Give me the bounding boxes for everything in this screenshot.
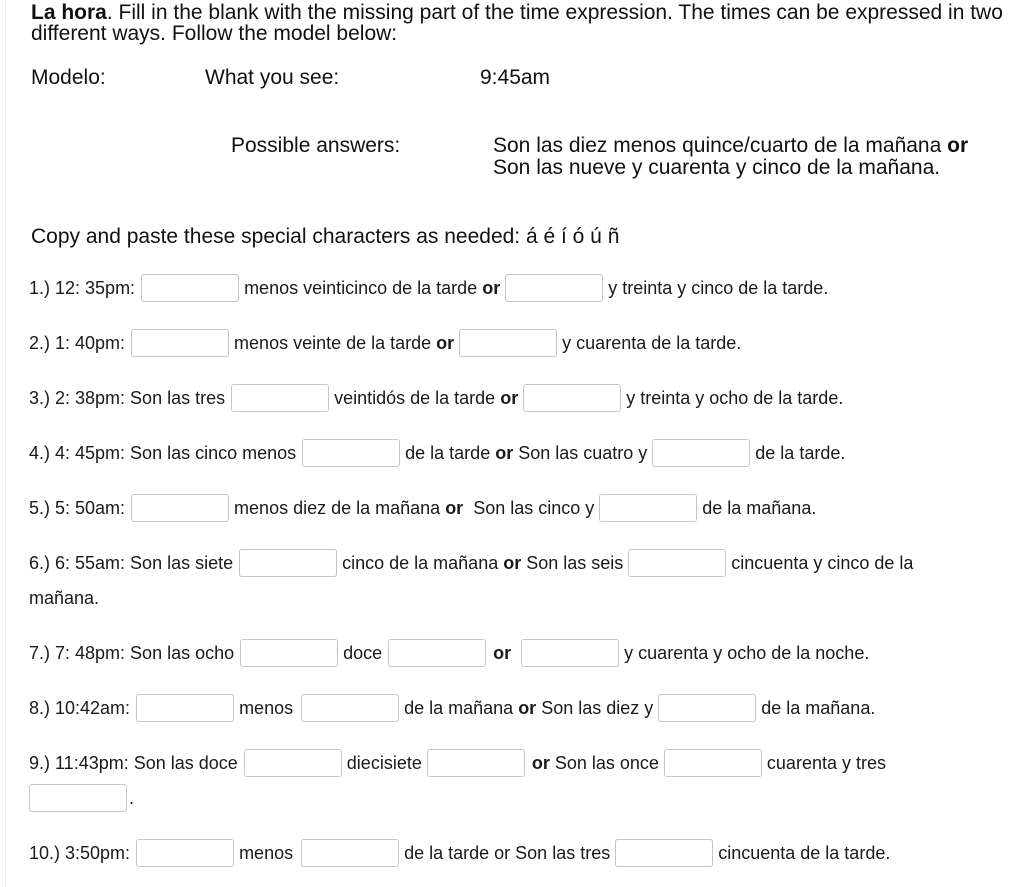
question-1-text-end: y treinta y cinco de la tarde. [608, 277, 829, 298]
question-4 [29, 438, 845, 468]
question-10-text-end: cincuenta de la tarde. [718, 842, 891, 863]
question-2-blank-2[interactable] [459, 329, 557, 357]
question-7-or: or [493, 642, 512, 663]
model-label: Modelo: [31, 66, 106, 89]
question-5-text: menos diez de la mañana [234, 497, 441, 518]
question-5-text-2: Son las cinco y [473, 497, 595, 518]
question-4-prompt: 4.) 4: 45pm: Son las cinco menos [29, 442, 297, 463]
question-4-text: de la tarde [405, 442, 491, 463]
question-9-blank-1[interactable] [244, 749, 342, 777]
question-1-text: menos veinticinco de la tarde [244, 277, 478, 298]
question-1-blank-1[interactable] [141, 274, 239, 302]
question-7-text-end: y cuarenta y ocho de la noche. [624, 642, 870, 663]
question-5-prompt: 5.) 5: 50am: [29, 497, 126, 518]
question-7-blank-2[interactable] [388, 639, 486, 667]
question-3-prompt: 3.) 2: 38pm: Son las tres [29, 387, 226, 408]
question-8-blank-2[interactable] [301, 694, 399, 722]
question-5 [29, 493, 816, 523]
question-6-text: cinco de la mañana [342, 552, 499, 573]
question-1-prompt: 1.) 12: 35pm: [29, 277, 136, 298]
question-6-blank-2[interactable] [628, 549, 726, 577]
question-8-text-end: de la mañana. [761, 697, 876, 718]
instructions [31, 2, 1031, 44]
question-9 [29, 748, 886, 778]
model-answer-line1: Son las diez menos quince/cuarto de la mañana [493, 134, 942, 157]
question-3 [29, 383, 843, 413]
question-5-or: or [445, 497, 464, 518]
question-4-blank-2[interactable] [652, 439, 750, 467]
question-2-text: menos veinte de la tarde [234, 332, 432, 353]
special-characters: Copy and paste these special characters as needed: á é í ó ú ñ [31, 225, 620, 248]
question-7-prompt: 7.) 7: 48pm: Son las ocho [29, 642, 235, 663]
model-answers [493, 135, 1023, 179]
question-6-text-end: cincuenta y cinco de la [731, 552, 914, 573]
question-8-prompt: 8.) 10:42am: [29, 697, 131, 718]
question-8-blank-3[interactable] [658, 694, 756, 722]
question-5-text-end: de la mañana. [702, 497, 817, 518]
question-3-text-end: y treinta y ocho de la tarde. [626, 387, 844, 408]
question-3-blank-1[interactable] [231, 384, 329, 412]
question-2-or: or [436, 332, 455, 353]
question-6 [29, 548, 913, 578]
question-9-blank-3[interactable] [664, 749, 762, 777]
question-8-text-3: Son las diez y [541, 697, 654, 718]
question-7 [29, 638, 869, 668]
question-7-blank-3[interactable] [521, 639, 619, 667]
question-5-blank-1[interactable] [131, 494, 229, 522]
question-9-text-period: . [129, 787, 135, 808]
model-answer-line2: Son las nueve y cuarenta y cinco de la mañana. [493, 156, 941, 179]
question-9-text-end: cuarenta y tres [766, 752, 886, 773]
question-9-blank-4[interactable] [29, 784, 127, 812]
question-2-text-end: y cuarenta de la tarde. [562, 332, 742, 353]
question-10-blank-1[interactable] [136, 839, 234, 867]
question-6-blank-1[interactable] [239, 549, 337, 577]
instructions-title: La hora [31, 1, 107, 24]
question-9-wrap [29, 783, 134, 813]
question-2-blank-1[interactable] [131, 329, 229, 357]
question-7-text: doce [343, 642, 383, 663]
question-9-blank-2[interactable] [427, 749, 525, 777]
question-8-text-2: de la mañana [404, 697, 514, 718]
question-3-blank-2[interactable] [523, 384, 621, 412]
question-6-prompt: 6.) 6: 55am: Son las siete [29, 552, 234, 573]
question-9-prompt: 9.) 11:43pm: Son las doce [29, 752, 238, 773]
instructions-text: . Fill in the blank with the missing part of the time expression. The times can be expressed in two different ways. Follow the model below: [31, 1, 1003, 45]
question-1-blank-2[interactable] [505, 274, 603, 302]
question-4-text-end: de la tarde. [755, 442, 846, 463]
question-1 [29, 273, 828, 303]
question-2 [29, 328, 741, 358]
question-10-blank-3[interactable] [615, 839, 713, 867]
model-answer-or: or [947, 134, 969, 157]
model-see-label: What you see: [205, 66, 340, 89]
question-9-or: or [531, 752, 550, 773]
question-10 [29, 838, 890, 868]
question-3-or: or [500, 387, 519, 408]
question-8-text: menos [239, 697, 294, 718]
question-1-or: or [482, 277, 501, 298]
question-8 [29, 693, 875, 723]
question-5-blank-2[interactable] [599, 494, 697, 522]
question-8-blank-1[interactable] [136, 694, 234, 722]
question-10-blank-2[interactable] [301, 839, 399, 867]
question-6-text-wrap: mañana. [29, 588, 100, 608]
question-4-blank-1[interactable] [302, 439, 400, 467]
question-10-prompt: 10.) 3:50pm: [29, 842, 131, 863]
page-left-border [5, 0, 6, 887]
question-8-or: or [518, 697, 537, 718]
question-7-blank-1[interactable] [240, 639, 338, 667]
question-6-text-2: Son las seis [526, 552, 624, 573]
model-answers-label: Possible answers: [231, 134, 401, 157]
question-2-prompt: 2.) 1: 40pm: [29, 332, 126, 353]
question-3-text: veintidós de la tarde [334, 387, 496, 408]
question-4-or: or [495, 442, 514, 463]
question-9-text-2: Son las once [554, 752, 659, 773]
model-see-value: 9:45am [480, 66, 551, 89]
question-10-text-2: de la tarde or Son las tres [404, 842, 611, 863]
question-10-text: menos [239, 842, 294, 863]
question-9-text: diecisiete [346, 752, 422, 773]
question-4-text-2: Son las cuatro y [518, 442, 648, 463]
question-6-or: or [503, 552, 522, 573]
